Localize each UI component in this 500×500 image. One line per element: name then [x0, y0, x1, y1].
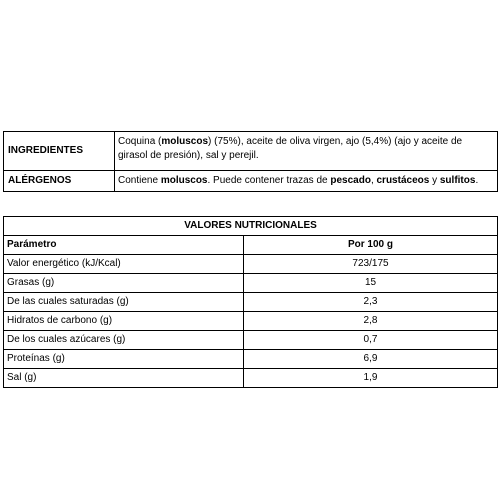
text-segment: Contiene	[118, 175, 161, 186]
row-param: Sal (g)	[4, 369, 244, 388]
bold-text-segment: sulfitos	[439, 175, 476, 186]
table-row	[4, 350, 498, 369]
table-row	[4, 331, 498, 350]
header-value: Por 100 g	[244, 236, 498, 255]
table-row	[4, 369, 498, 388]
ingredients-label: INGREDIENTES	[4, 132, 115, 171]
table-row	[4, 293, 498, 312]
row-param: Proteínas (g)	[4, 350, 244, 369]
text-segment: y	[429, 175, 440, 186]
text-segment: ) (75%), aceite de oliva virgen, ajo (5,4%) (ajo y aceite de girasol de presión), sal y perejil.	[118, 136, 463, 161]
bold-text-segment: pescado	[330, 175, 371, 186]
nutrition-title: VALORES NUTRICIONALES	[4, 217, 498, 236]
row-param: Grasas (g)	[4, 274, 244, 293]
bold-text-segment: moluscos	[161, 136, 209, 147]
nutrition-header-row	[4, 236, 498, 255]
row-value: 1,9	[244, 369, 498, 388]
header-param: Parámetro	[4, 236, 244, 255]
text-segment: .	[475, 175, 479, 186]
row-value: 2,8	[244, 312, 498, 331]
allergens-text	[115, 171, 498, 192]
row-param: Hidratos de carbono (g)	[4, 312, 244, 331]
allergens-label: ALÉRGENOS	[4, 171, 115, 192]
table-row	[4, 274, 498, 293]
table-row	[4, 255, 498, 274]
ingredients-table	[3, 131, 498, 192]
nutrition-title-row	[4, 217, 498, 236]
text-segment: ,	[370, 175, 377, 186]
row-param: Valor energético (kJ/Kcal)	[4, 255, 244, 274]
row-param: De las cuales saturadas (g)	[4, 293, 244, 312]
nutrition-table	[3, 216, 498, 388]
ingredients-text	[115, 132, 498, 171]
table-row	[4, 312, 498, 331]
row-param: De los cuales azúcares (g)	[4, 331, 244, 350]
row-value: 723/175	[244, 255, 498, 274]
bold-text-segment: crustáceos	[376, 175, 430, 186]
bold-text-segment: moluscos	[160, 175, 208, 186]
ingredients-row	[4, 132, 498, 171]
row-value: 2,3	[244, 293, 498, 312]
row-value: 15	[244, 274, 498, 293]
row-value: 6,9	[244, 350, 498, 369]
text-segment: . Puede contener trazas de	[207, 175, 331, 186]
allergens-row	[4, 171, 498, 192]
text-segment: Coquina (	[118, 136, 162, 147]
row-value: 0,7	[244, 331, 498, 350]
